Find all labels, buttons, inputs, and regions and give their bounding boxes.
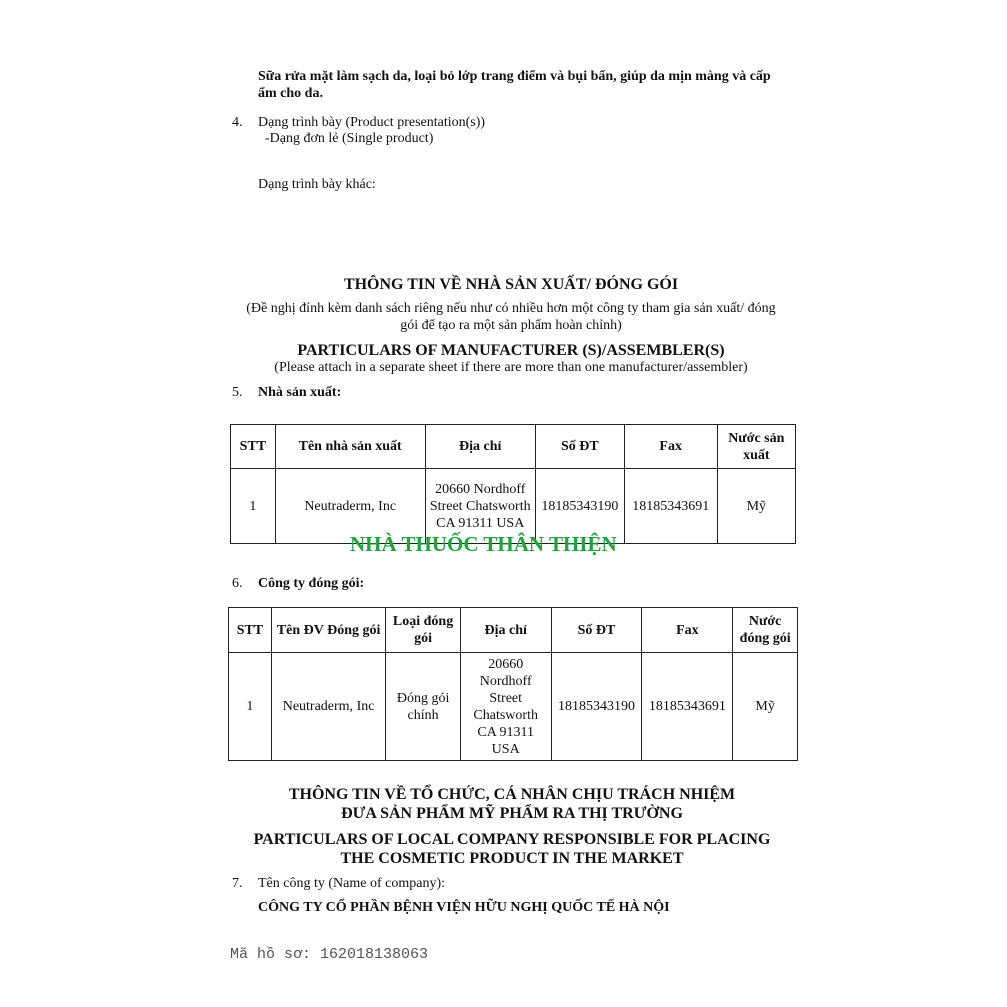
cell: 18185343190 <box>551 653 642 761</box>
local-title-en <box>0 830 1007 868</box>
title-line: ĐƯA SẢN PHẨM MỸ PHẨM RA THỊ TRƯỜNG <box>341 805 683 822</box>
note-line: (Đề nghị đính kèm danh sách riêng nếu như có nhiều hơn một công ty tham gia sản xuất/ đóng <box>246 301 776 316</box>
cell: Mỹ <box>733 653 798 761</box>
record-code: Mã hồ sơ: 162018138063 <box>230 946 429 963</box>
cell: 1 <box>231 469 276 544</box>
header-cell: Nước đóng gói <box>733 608 798 653</box>
cell: 1 <box>229 653 272 761</box>
intro-line: ẩm cho da. <box>258 86 323 101</box>
item4-label: Dạng trình bày (Product presentation(s)) <box>258 115 486 130</box>
item5-label: Nhà sản xuất: <box>258 385 342 400</box>
cell: 18185343190 <box>535 469 624 544</box>
cell: 20660 Nordhoff Street Chatsworth CA 91311 USA <box>425 469 535 544</box>
cell: Neutraderm, Inc <box>275 469 425 544</box>
table-header-row <box>231 425 796 469</box>
title-line: THE COSMETIC PRODUCT IN THE MARKET <box>340 850 684 867</box>
header-cell: Loại đóng gói <box>386 608 461 653</box>
cell: Neutraderm, Inc <box>271 653 385 761</box>
cell: 20660 Nordhoff Street Chatsworth CA 91311 USA <box>460 653 551 761</box>
item4-value: -Dạng đơn lẻ (Single product) <box>265 131 434 146</box>
cell: 18185343691 <box>624 469 717 544</box>
intro-line: Sữa rửa mặt làm sạch da, loại bỏ lớp trang điểm và bụi bẩn, giúp da mịn màng và cấp <box>258 69 771 84</box>
header-cell: Địa chỉ <box>460 608 551 653</box>
section-note-en: (Please attach in a separate sheet if there are more than one manufacturer/assembler) <box>274 360 748 375</box>
note-line: gói để tạo ra một sản phẩm hoàn chỉnh) <box>400 318 622 333</box>
cell: Đóng gói chính <box>386 653 461 761</box>
header-cell: Tên nhà sản xuất <box>275 425 425 469</box>
item7-label: Tên công ty (Name of company): <box>258 876 445 891</box>
table-row <box>229 653 798 761</box>
header-cell: Nước sản xuất <box>717 425 795 469</box>
header-cell: Fax <box>642 608 733 653</box>
title-line: PARTICULARS OF LOCAL COMPANY RESPONSIBLE FOR PLACING <box>253 831 771 848</box>
cell: 18185343691 <box>642 653 733 761</box>
section-title-en: PARTICULARS OF MANUFACTURER (S)/ASSEMBLER(S) <box>297 342 725 359</box>
header-cell: Fax <box>624 425 717 469</box>
cell: Mỹ <box>717 469 795 544</box>
header-cell: Số ĐT <box>551 608 642 653</box>
section-note-vi <box>0 300 1007 334</box>
item-number: 7. <box>232 876 243 891</box>
header-cell: STT <box>229 608 272 653</box>
intro-text <box>258 68 771 102</box>
header-cell: Số ĐT <box>535 425 624 469</box>
watermark: NHÀ THUỐC THÂN THIỆN <box>350 532 617 556</box>
header-cell: Tên ĐV Đóng gói <box>271 608 385 653</box>
item-number: 4. <box>232 115 243 130</box>
company-name: CÔNG TY CỔ PHẦN BỆNH VIỆN HỮU NGHỊ QUỐC TẾ HÀ NỘI <box>258 900 670 915</box>
item4-other: Dạng trình bày khác: <box>258 177 376 192</box>
header-cell: Địa chỉ <box>425 425 535 469</box>
item-number: 6. <box>232 576 243 591</box>
header-cell: STT <box>231 425 276 469</box>
manufacturer-table <box>230 424 796 544</box>
item6-label: Công ty đóng gói: <box>258 576 365 591</box>
title-line: THÔNG TIN VỀ TỔ CHỨC, CÁ NHÂN CHỊU TRÁCH NHIỆM <box>288 786 736 803</box>
section-title-vi: THÔNG TIN VỀ NHÀ SẢN XUẤT/ ĐÓNG GÓI <box>343 276 679 293</box>
item-number: 5. <box>232 385 243 400</box>
local-title-vi <box>0 785 1007 823</box>
table-header-row <box>229 608 798 653</box>
packager-table <box>228 607 798 761</box>
